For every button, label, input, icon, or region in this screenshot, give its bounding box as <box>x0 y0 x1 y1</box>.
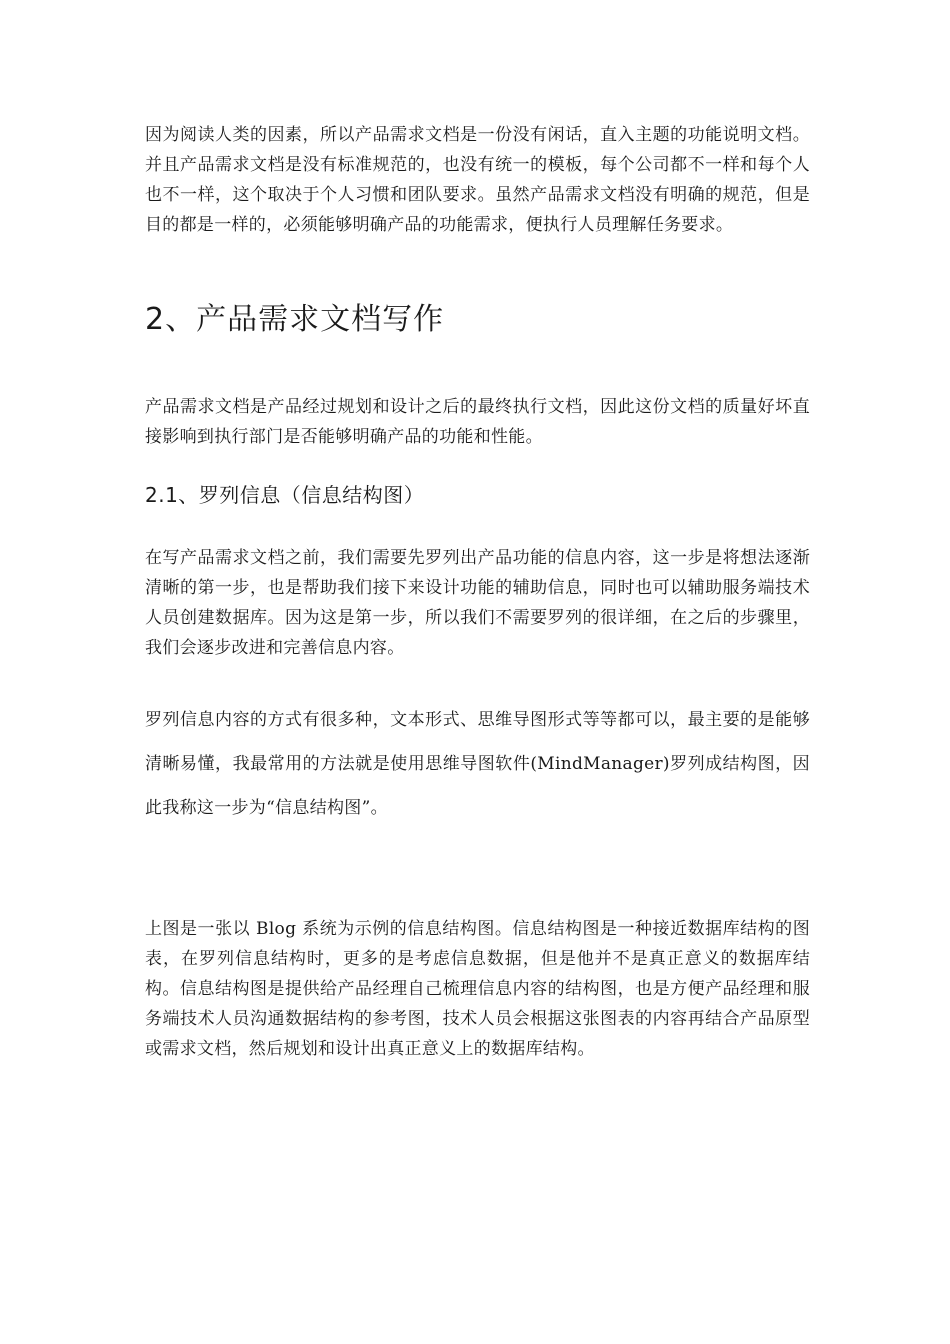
section-2-1-heading: 2.1、罗列信息（信息结构图） <box>145 483 425 507</box>
section-2-paragraph: 产品需求文档是产品经过规划和设计之后的最终执行文档，因此这份文档的质量好坏直接影响到执行部门是否能够明确产品的功能和性能。 <box>145 397 810 447</box>
section-2-1-paragraph-2: 罗列信息内容的方式有很多种，文本形式、思维导图形式等等都可以，最主要的是能够清晰易懂，我最常用的方法就是使用思维导图软件(MindManager)罗列成结构图，因此我称这一步为“信息结构图”。 <box>145 710 810 818</box>
section-2-heading: 2、产品需求文档写作 <box>145 302 445 337</box>
intro-paragraph: 因为阅读人类的因素，所以产品需求文档是一份没有闲话，直入主题的功能说明文档。并且产品需求文档是没有标准规范的，也没有统一的模板，每个公司都不一样和每个人也不一样，这个取决于个人习惯和团队要求。虽然产品需求文档没有明确的规范，但是目的都是一样的，必须能够明确产品的功能需求，便执行人员理解任务要求。 <box>145 125 810 235</box>
section-2-1-paragraph-1: 在写产品需求文档之前，我们需要先罗列出产品功能的信息内容，这一步是将想法逐渐清晰的第一步，也是帮助我们接下来设计功能的辅助信息，同时也可以辅助服务端技术人员创建数据库。因为这是第一步，所以我们不需要罗列的很详细，在之后的步骤里，我们会逐步改进和完善信息内容。 <box>145 548 810 658</box>
figure-placeholder <box>145 850 810 910</box>
section-2-1-paragraph-3: 上图是一张以 Blog 系统为示例的信息结构图。信息结构图是一种接近数据库结构的图表，在罗列信息结构时，更多的是考虑信息数据，但是他并不是真正意义的数据库结构。信息结构图是提供给产品经理自己梳理信息内容的结构图，也是方便产品经理和服务端技术人员沟通数据结构的参考图，技术人员会根据这张图表的内容再结合产品原型或需求文档，然后规划和设计出真正意义上的数据库结构。 <box>145 919 810 1059</box>
